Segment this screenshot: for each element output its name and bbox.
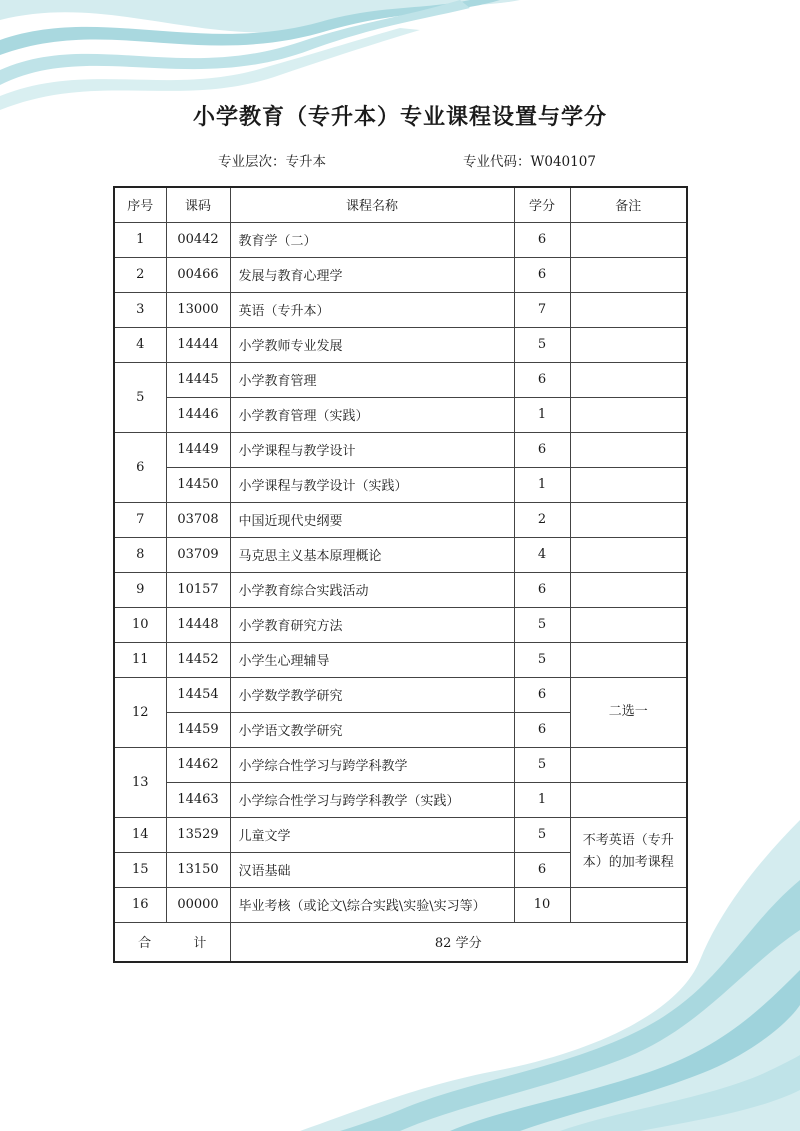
header-seq: 序号 [114,187,166,222]
row-note [570,747,687,782]
row-note [570,782,687,817]
table-row [114,362,687,397]
row-code: 14446 [166,397,230,432]
row-note [570,327,687,362]
row-credit: 5 [514,817,570,852]
row-note [570,467,687,502]
page-title: 小学教育（专升本）专业课程设置与学分 [192,105,607,130]
row-seq: 1 [114,222,166,257]
row-note [570,887,687,922]
row-note [570,572,687,607]
major-code: 专业代码：W040107 [463,154,596,170]
row-credit: 5 [514,747,570,782]
row-seq: 8 [114,537,166,572]
total-label-1: 合 [138,936,152,952]
table-row [114,397,687,432]
row-note [570,607,687,642]
table-row [114,607,687,642]
major-level: 专业层次：专升本 [218,154,326,170]
row-credit: 7 [514,292,570,327]
table-row [114,222,687,257]
row-code: 13000 [166,292,230,327]
row-credit: 6 [514,222,570,257]
row-note [570,397,687,432]
row-name: 小学教育管理（实践） [230,397,514,432]
row-seq: 15 [114,852,166,887]
row-name: 中国近现代史纲要 [230,502,514,537]
row-credit: 6 [514,677,570,712]
header-name: 课程名称 [230,187,514,222]
total-label-2: 计 [193,936,207,952]
row-code: 14462 [166,747,230,782]
total-value: 82 学分 [230,922,687,962]
total-row [114,922,687,962]
header-code: 课码 [166,187,230,222]
table-row [114,327,687,362]
row-credit: 5 [514,607,570,642]
row-note [570,292,687,327]
table-row [114,747,687,782]
table-row [114,817,687,852]
row-name: 发展与教育心理学 [230,257,514,292]
row-seq: 10 [114,607,166,642]
row-code: 14463 [166,782,230,817]
row-name: 教育学（二） [230,222,514,257]
table-row [114,537,687,572]
row-name: 小学综合性学习与跨学科教学 [230,747,514,782]
note-choose-one: 二选一 [570,677,687,747]
table-row [114,782,687,817]
row-code: 14444 [166,327,230,362]
row-code: 03709 [166,537,230,572]
row-seq: 16 [114,887,166,922]
total-label [114,922,230,962]
header-note: 备注 [570,187,687,222]
row-credit: 6 [514,572,570,607]
row-seq: 2 [114,257,166,292]
row-seq: 7 [114,502,166,537]
row-seq: 3 [114,292,166,327]
table-row [114,642,687,677]
row-name: 小学教育管理 [230,362,514,397]
row-name: 小学课程与教学设计 [230,432,514,467]
row-code: 14454 [166,677,230,712]
row-note [570,222,687,257]
row-code: 14449 [166,432,230,467]
row-code: 00000 [166,887,230,922]
row-name: 小学语文教学研究 [230,712,514,747]
table-row [114,432,687,467]
row-code: 14450 [166,467,230,502]
row-code: 03708 [166,502,230,537]
row-code: 14452 [166,642,230,677]
row-seq: 13 [114,747,166,817]
table-row [114,467,687,502]
table-row [114,887,687,922]
row-credit: 1 [514,467,570,502]
row-seq: 4 [114,327,166,362]
table-row [114,257,687,292]
row-name: 小学课程与教学设计（实践） [230,467,514,502]
row-name: 小学数学教学研究 [230,677,514,712]
course-table [113,186,688,963]
row-code: 13529 [166,817,230,852]
row-name: 小学教育综合实践活动 [230,572,514,607]
table-row [114,292,687,327]
row-credit: 10 [514,887,570,922]
row-name: 汉语基础 [230,852,514,887]
row-note [570,502,687,537]
row-note [570,537,687,572]
row-seq: 12 [114,677,166,747]
row-seq: 14 [114,817,166,852]
row-credit: 5 [514,327,570,362]
row-seq: 9 [114,572,166,607]
row-credit: 2 [514,502,570,537]
row-credit: 6 [514,712,570,747]
row-code: 00442 [166,222,230,257]
row-name: 小学综合性学习与跨学科教学（实践） [230,782,514,817]
row-credit: 6 [514,432,570,467]
row-credit: 4 [514,537,570,572]
table-row [114,502,687,537]
row-code: 10157 [166,572,230,607]
row-code: 14459 [166,712,230,747]
table-row [114,677,687,712]
header-credit: 学分 [514,187,570,222]
note-extra-course: 不考英语（专升本）的加考课程 [570,817,687,887]
row-credit: 5 [514,642,570,677]
row-code: 14448 [166,607,230,642]
row-seq: 11 [114,642,166,677]
row-name: 小学教师专业发展 [230,327,514,362]
row-name: 英语（专升本） [230,292,514,327]
row-credit: 6 [514,362,570,397]
table-row [114,572,687,607]
row-name: 小学生心理辅导 [230,642,514,677]
row-credit: 1 [514,782,570,817]
table-header-row [114,187,687,222]
row-note [570,257,687,292]
row-seq: 5 [114,362,166,432]
row-name: 小学教育研究方法 [230,607,514,642]
row-note [570,362,687,397]
row-name: 儿童文学 [230,817,514,852]
row-credit: 1 [514,397,570,432]
row-credit: 6 [514,852,570,887]
row-code: 00466 [166,257,230,292]
row-code: 13150 [166,852,230,887]
row-code: 14445 [166,362,230,397]
row-note [570,642,687,677]
row-credit: 6 [514,257,570,292]
row-name: 马克思主义基本原理概论 [230,537,514,572]
row-seq: 6 [114,432,166,502]
row-name: 毕业考核（或论文\综合实践\实验\实习等） [230,887,514,922]
row-note [570,432,687,467]
